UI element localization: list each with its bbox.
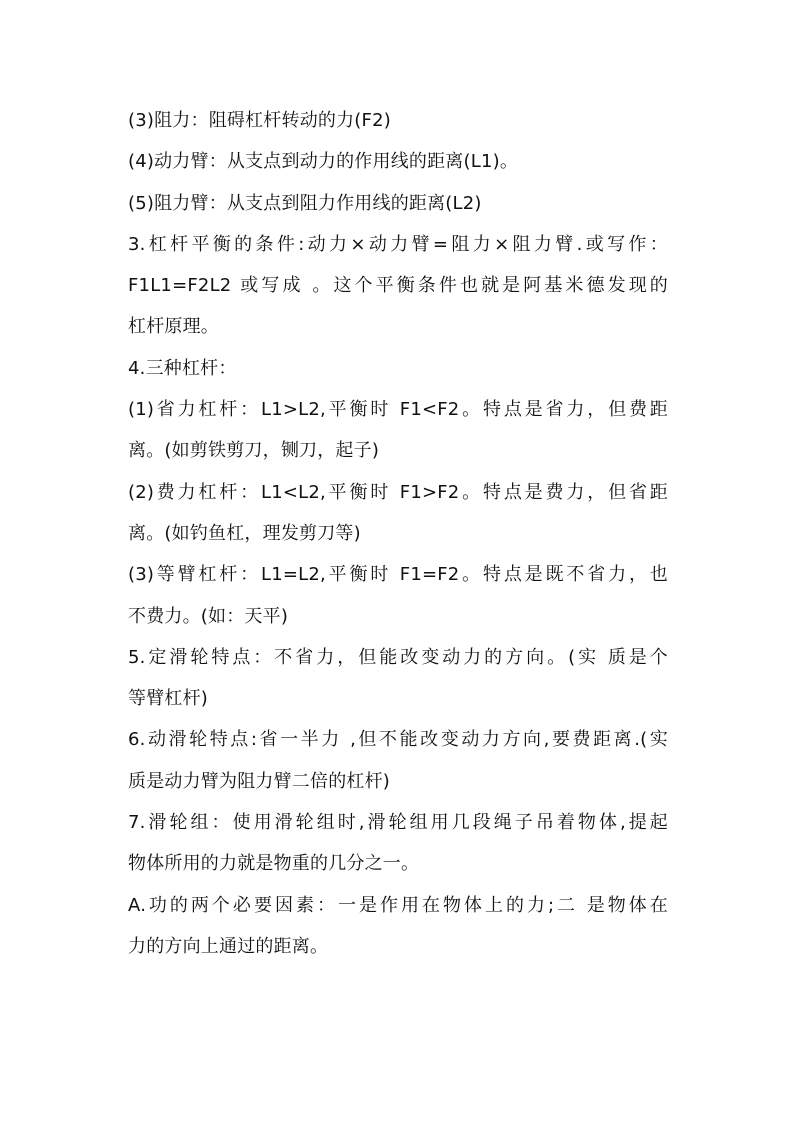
- text-line: (3)等臂杠杆：L1=L2,平衡时 F1=F2。特点是既不省力，也: [128, 564, 668, 586]
- text-line: 杠杆原理。: [128, 316, 219, 338]
- text-line: A.功的两个必要因素：一是作用在物体上的力;二 是物体在: [128, 894, 668, 916]
- text-line: 3.杠杆平衡的条件:动力×动力臂=阻力×阻力臂.或写作：: [128, 233, 668, 255]
- text-line: 等臂杠杆): [128, 688, 209, 710]
- text-line: 物体所用的力就是物重的几分之一。: [128, 853, 420, 875]
- text-line: (1)省力杠杆：L1>L2,平衡时 F1<F2。特点是省力，但费距: [128, 399, 668, 421]
- text-line: 6.动滑轮特点:省一半力 ,但不能改变动力方向,要费距离.(实: [128, 729, 668, 751]
- text-line: 7.滑轮组：使用滑轮组时,滑轮组用几段绳子吊着物体,提起: [128, 812, 668, 834]
- text-line: 离。(如钓鱼杠，理发剪刀等): [128, 522, 361, 544]
- text-line: 5.定滑轮特点：不省力，但能改变动力的方向。(实 质是个: [128, 646, 668, 668]
- document-body: [128, 100, 668, 967]
- text-line: 质是动力臂为阻力臂二倍的杠杆): [128, 770, 391, 792]
- text-line: (2)费力杠杆：L1<L2,平衡时 F1>F2。特点是费力，但省距: [128, 481, 668, 503]
- text-line: (3)阻力：阻碍杠杆转动的力(F2): [128, 110, 391, 131]
- text-line: 力的方向上通过的距离。: [128, 935, 329, 957]
- text-line: (4)动力臂：从支点到动力的作用线的距离(L1)。: [128, 151, 519, 173]
- text-line: (5)阻力臂：从支点到阻力作用线的距离(L2): [128, 192, 482, 214]
- text-line: F1L1=F2L2 或写成 。这个平衡条件也就是阿基米德发现的: [128, 275, 668, 297]
- text-line: 4.三种杠杆：: [128, 357, 237, 379]
- text-line: 不费力。(如：天平): [128, 605, 289, 627]
- text-line: 离。(如剪铁剪刀，铡刀，起子): [128, 440, 380, 462]
